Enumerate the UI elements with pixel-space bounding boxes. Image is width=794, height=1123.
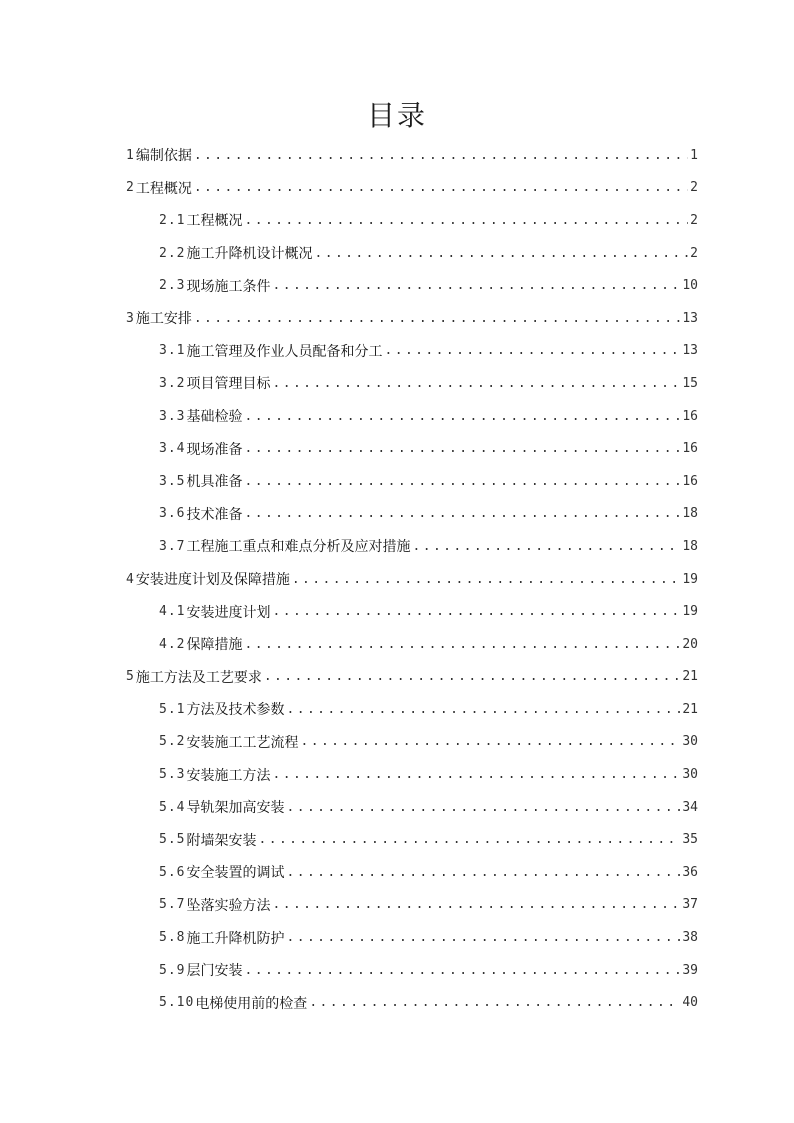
toc-entry-title: 电梯使用前的检查 (195, 995, 308, 1012)
toc-dot-leader (272, 376, 680, 391)
toc-entry-page-number: 19 (682, 604, 698, 620)
toc-entry-number: 5.7 (159, 897, 186, 913)
toc-dot-leader (384, 343, 680, 358)
toc-entry[interactable] (126, 921, 698, 954)
toc-entry[interactable] (126, 530, 698, 563)
toc-entry-title: 项目管理目标 (186, 376, 271, 393)
toc-dot-leader (272, 604, 680, 619)
toc-entry-number: 3.2 (159, 375, 186, 391)
toc-entry-title: 施工升降机防护 (186, 930, 285, 947)
toc-entry-number: 3.3 (159, 408, 186, 424)
toc-entry-number: 1 (126, 147, 135, 163)
toc-entry[interactable] (126, 172, 698, 205)
toc-entry-title: 施工升降机设计概况 (186, 246, 313, 263)
toc-entry[interactable] (126, 563, 698, 596)
toc-entry-page-number: 16 (682, 441, 698, 457)
toc-entry-number: 5.10 (159, 995, 195, 1011)
toc-entry-title: 安全装置的调试 (186, 865, 285, 882)
toc-dot-leader (244, 441, 680, 456)
toc-entry-number: 5.5 (159, 832, 186, 848)
toc-entry-page-number: 40 (682, 995, 698, 1011)
toc-entry-number: 4.2 (159, 636, 186, 652)
toc-entry-number: 5.9 (159, 962, 186, 978)
toc-entry[interactable] (126, 204, 698, 237)
toc-entry[interactable] (126, 139, 698, 172)
toc-entry-title: 基础检验 (186, 409, 243, 426)
toc-dot-leader (194, 311, 681, 326)
toc-entry-number: 3.1 (159, 343, 186, 359)
toc-entry-page-number: 16 (682, 408, 698, 424)
toc-dot-leader (314, 246, 688, 261)
toc-dot-leader (272, 897, 680, 912)
toc-entry-page-number: 19 (682, 571, 698, 587)
toc-entry-page-number: 15 (682, 375, 698, 391)
toc-entry-number: 3.4 (159, 441, 186, 457)
toc-entry-number: 4 (126, 571, 135, 587)
toc-entry-number: 3.6 (159, 506, 186, 522)
toc-entry-page-number: 1 (690, 147, 698, 163)
toc-entry-page-number: 21 (682, 669, 698, 685)
toc-entry-page-number: 2 (690, 245, 698, 261)
toc-entry-page-number: 13 (682, 310, 698, 326)
toc-entry-page-number: 30 (682, 734, 698, 750)
toc-dot-leader (286, 702, 680, 717)
toc-entry-page-number: 18 (682, 506, 698, 522)
toc-dot-leader (244, 213, 688, 228)
toc-entry-page-number: 2 (690, 212, 698, 228)
toc-entry-title: 安装施工方法 (186, 767, 271, 784)
toc-entry[interactable] (126, 237, 698, 270)
toc-entry-page-number: 10 (682, 278, 698, 294)
toc-entry-title: 现场施工条件 (186, 278, 271, 295)
toc-entry-page-number: 21 (682, 701, 698, 717)
toc-entry-page-number: 20 (682, 636, 698, 652)
toc-dot-leader (300, 734, 680, 749)
toc-entry[interactable] (126, 465, 698, 498)
toc-entry-number: 5 (126, 669, 135, 685)
toc-entry-page-number: 39 (682, 962, 698, 978)
toc-entry-title: 施工方法及工艺要求 (135, 669, 262, 686)
toc-entry-page-number: 36 (682, 864, 698, 880)
toc-dot-leader (244, 474, 680, 489)
toc-entry[interactable] (126, 758, 698, 791)
toc-entry[interactable] (126, 726, 698, 759)
toc-entry[interactable] (126, 432, 698, 465)
toc-dot-leader (244, 963, 680, 978)
toc-entry-page-number: 30 (682, 767, 698, 783)
toc-entry-number: 5.4 (159, 799, 186, 815)
toc-dot-leader (309, 995, 680, 1010)
toc-entry-number: 5.6 (159, 864, 186, 880)
toc-entry-title: 工程概况 (186, 213, 243, 230)
toc-entry-page-number: 38 (682, 930, 698, 946)
toc-dot-leader (244, 637, 680, 652)
toc-entry-page-number: 2 (690, 180, 698, 196)
toc-dot-leader (272, 278, 680, 293)
toc-dot-leader (412, 539, 680, 554)
toc-entry-title: 附墙架安装 (186, 832, 257, 849)
toc-dot-leader (194, 148, 688, 163)
toc-entry[interactable] (126, 661, 698, 694)
toc-dot-leader (244, 409, 680, 424)
toc-entry-title: 安装进度计划 (186, 604, 271, 621)
toc-entry-number: 4.1 (159, 604, 186, 620)
toc-entry-number: 2 (126, 180, 135, 196)
toc-entry-number: 2.2 (159, 245, 186, 261)
toc-entry-number: 3.5 (159, 473, 186, 489)
toc-entry-title: 层门安装 (186, 963, 243, 980)
toc-entry[interactable] (126, 791, 698, 824)
toc-entry-number: 5.1 (159, 701, 186, 717)
toc-entry-title: 技术准备 (186, 506, 243, 523)
toc-entry[interactable] (126, 595, 698, 628)
toc-entry-title: 安装施工工艺流程 (186, 734, 299, 751)
toc-entry-page-number: 35 (682, 832, 698, 848)
toc-entry[interactable] (126, 986, 698, 1019)
toc-dot-leader (258, 832, 680, 847)
toc-entry-title: 工程施工重点和难点分析及应对措施 (186, 539, 411, 556)
toc-entry-title: 导轨架加高安装 (186, 800, 285, 817)
toc-entry-title: 保障措施 (186, 637, 243, 654)
toc-entry[interactable] (126, 367, 698, 400)
toc-dot-leader (272, 767, 680, 782)
toc-entry-number: 5.3 (159, 767, 186, 783)
toc-entry[interactable] (126, 954, 698, 987)
toc-entry[interactable] (126, 856, 698, 889)
toc-entry-title: 工程概况 (135, 180, 192, 197)
toc-entry[interactable] (126, 889, 698, 922)
toc-entry-number: 2.1 (159, 212, 186, 228)
toc-entry[interactable] (126, 302, 698, 335)
toc-entry[interactable] (126, 269, 698, 302)
toc-dot-leader (286, 930, 680, 945)
toc-entry-number: 2.3 (159, 278, 186, 294)
toc-title: 目录 (366, 99, 427, 132)
toc-entry-number: 5.8 (159, 930, 186, 946)
toc-entry-page-number: 18 (682, 538, 698, 554)
toc-entry-title: 现场准备 (186, 441, 243, 458)
toc-entry[interactable] (126, 400, 698, 433)
toc-list (126, 139, 698, 1019)
toc-entry-page-number: 13 (682, 343, 698, 359)
toc-dot-leader (292, 572, 681, 587)
toc-entry-number: 3.7 (159, 538, 186, 554)
toc-entry-title: 施工安排 (135, 311, 192, 328)
toc-entry-page-number: 34 (682, 799, 698, 815)
toc-entry[interactable] (126, 628, 698, 661)
toc-dot-leader (194, 180, 688, 195)
toc-entry[interactable] (126, 335, 698, 368)
toc-dot-leader (286, 865, 680, 880)
toc-dot-leader (264, 669, 681, 684)
toc-entry-page-number: 37 (682, 897, 698, 913)
toc-entry-title: 机具准备 (186, 474, 243, 491)
toc-dot-leader (244, 506, 680, 521)
toc-entry-title: 施工管理及作业人员配备和分工 (186, 343, 383, 360)
toc-entry-title: 安装进度计划及保障措施 (135, 572, 290, 589)
toc-entry-title: 坠落实验方法 (186, 897, 271, 914)
toc-entry-page-number: 16 (682, 473, 698, 489)
toc-entry-title: 方法及技术参数 (186, 702, 285, 719)
toc-entry[interactable] (126, 823, 698, 856)
toc-dot-leader (286, 800, 680, 815)
toc-entry-number: 5.2 (159, 734, 186, 750)
toc-entry-number: 3 (126, 310, 135, 326)
toc-entry[interactable] (126, 693, 698, 726)
toc-entry[interactable] (126, 498, 698, 531)
toc-entry-title: 编制依据 (135, 148, 192, 165)
